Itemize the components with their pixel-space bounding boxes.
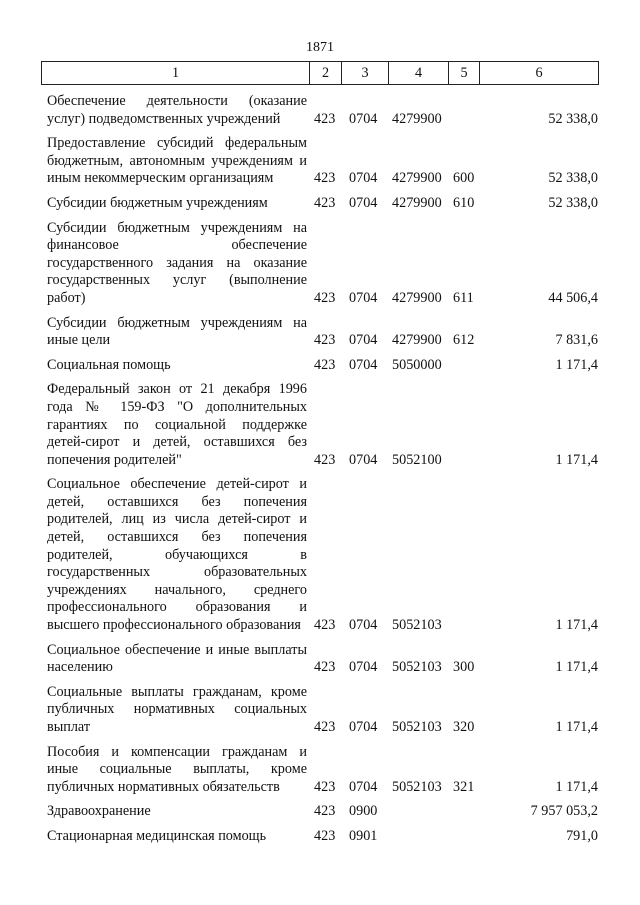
row-name: Федеральный закон от 21 декабря 1996 года № 159-ФЗ "О дополнительных гарантиях по социальной поддержке детей-сирот и детей, оставшихся без попечения родителей" <box>47 381 307 468</box>
table-row <box>0 642 640 677</box>
row-code-2: 423 <box>314 289 336 306</box>
header-col-1: 1 <box>42 62 310 84</box>
row-amount: 1 171,4 <box>555 659 598 676</box>
table-row <box>0 220 640 308</box>
row-code-2: 423 <box>314 617 336 634</box>
row-code-5: 320 <box>453 719 475 735</box>
table-row <box>0 828 640 846</box>
row-code-4: 4279900 <box>392 110 442 127</box>
table-row <box>0 357 640 375</box>
row-code-4: 5052103 <box>392 778 442 795</box>
row-code-4: 5052103 <box>392 719 442 735</box>
row-code-2: 423 <box>314 451 336 468</box>
row-code-3: 0704 <box>349 110 378 127</box>
row-code-2: 423 <box>314 659 336 676</box>
row-name: Социальные выплаты гражданам, кроме публичных нормативных социальных выплат <box>47 683 307 735</box>
row-code-4: 4279900 <box>392 332 442 349</box>
table-row <box>0 315 640 350</box>
row-name: Здравоохранение <box>47 803 151 820</box>
row-amount: 7 957 053,2 <box>530 803 598 820</box>
row-code-2: 423 <box>314 110 336 127</box>
row-name: Социальное обеспечение и иные выплаты населению <box>47 641 307 676</box>
row-code-3: 0900 <box>349 803 378 820</box>
row-code-3: 0704 <box>349 332 378 349</box>
row-name: Субсидии бюджетным учреждениям на финансовое обеспечение государственного задания на оказание государственных услуг (выполнение работ) <box>47 219 307 306</box>
table-row <box>0 135 640 188</box>
row-code-2: 423 <box>314 356 336 373</box>
row-amount: 1 171,4 <box>555 356 598 373</box>
row-code-2: 423 <box>314 803 336 820</box>
table-row <box>0 93 640 128</box>
row-name: Социальное обеспечение детей-сирот и детей, оставшихся без попечения родителей, лиц из числа детей-сирот и детей, оставшихся без попечения родителей, обучающихся в государственных образовательных учреждениях начального, среднего профессионального образования и высшего профессионального образования <box>47 476 307 634</box>
row-code-3: 0901 <box>349 827 378 844</box>
table-row <box>0 476 640 634</box>
row-code-4: 5052103 <box>392 659 442 676</box>
row-code-2: 423 <box>314 194 336 211</box>
row-amount: 1 171,4 <box>555 719 598 735</box>
row-code-5: 321 <box>453 778 475 795</box>
header-col-5: 5 <box>449 62 480 84</box>
row-code-5: 611 <box>453 289 474 306</box>
row-code-4: 4279900 <box>392 289 442 306</box>
row-name: Предоставление субсидий федеральным бюджетным, автономным учреждениям и иным некоммерческим организациям <box>47 135 307 187</box>
row-name: Обеспечение деятельности (оказание услуг) подведомственных учреждений <box>47 93 307 127</box>
row-code-4: 5050000 <box>392 356 442 373</box>
table-row <box>0 803 640 821</box>
header-col-4: 4 <box>389 62 449 84</box>
header-col-6: 6 <box>535 65 543 81</box>
table-body <box>0 93 640 853</box>
row-amount: 1 171,4 <box>555 778 598 795</box>
header-col-3: 3 <box>342 62 389 84</box>
row-code-5: 610 <box>453 194 475 211</box>
row-name: Субсидии бюджетным учреждениям <box>47 194 268 211</box>
row-code-4: 4279900 <box>392 194 442 211</box>
row-code-3: 0704 <box>349 170 378 187</box>
row-amount: 791,0 <box>566 827 598 844</box>
row-code-5: 600 <box>453 170 475 187</box>
row-code-3: 0704 <box>349 719 378 735</box>
row-amount: 1 171,4 <box>555 451 598 468</box>
row-name: Субсидии бюджетным учреждениям на иные цели <box>47 314 307 349</box>
header-col-2: 2 <box>310 62 342 84</box>
row-code-3: 0704 <box>349 194 378 211</box>
row-code-2: 423 <box>314 778 336 795</box>
row-code-3: 0704 <box>349 659 378 676</box>
row-code-2: 423 <box>314 719 336 735</box>
row-name: Пособия и компенсации гражданам и иные социальные выплаты, кроме публичных нормативных обязательств <box>47 743 307 795</box>
row-code-4: 5052103 <box>392 617 442 634</box>
row-code-4: 4279900 <box>392 170 442 187</box>
row-name: Стационарная медицинская помощь <box>47 827 267 844</box>
row-code-3: 0704 <box>349 289 378 306</box>
row-code-2: 423 <box>314 170 336 187</box>
row-code-3: 0704 <box>349 778 378 795</box>
table-row <box>0 195 640 213</box>
row-amount: 7 831,6 <box>555 332 598 349</box>
row-amount: 52 338,0 <box>548 170 598 187</box>
table-row <box>0 744 640 797</box>
page-number: 1871 <box>306 40 334 55</box>
row-code-5: 612 <box>453 332 475 349</box>
row-code-3: 0704 <box>349 356 378 373</box>
table-row <box>0 381 640 469</box>
row-amount: 52 338,0 <box>548 194 598 211</box>
row-name: Социальная помощь <box>47 356 171 373</box>
row-amount: 1 171,4 <box>555 617 598 634</box>
row-code-2: 423 <box>314 827 336 844</box>
row-amount: 44 506,4 <box>548 289 598 306</box>
row-code-5: 300 <box>453 659 475 676</box>
row-amount: 52 338,0 <box>548 110 598 127</box>
row-code-4: 5052100 <box>392 451 442 468</box>
row-code-3: 0704 <box>349 451 378 468</box>
table-header <box>41 61 599 85</box>
table-row <box>0 684 640 737</box>
row-code-3: 0704 <box>349 617 378 634</box>
row-code-2: 423 <box>314 332 336 349</box>
